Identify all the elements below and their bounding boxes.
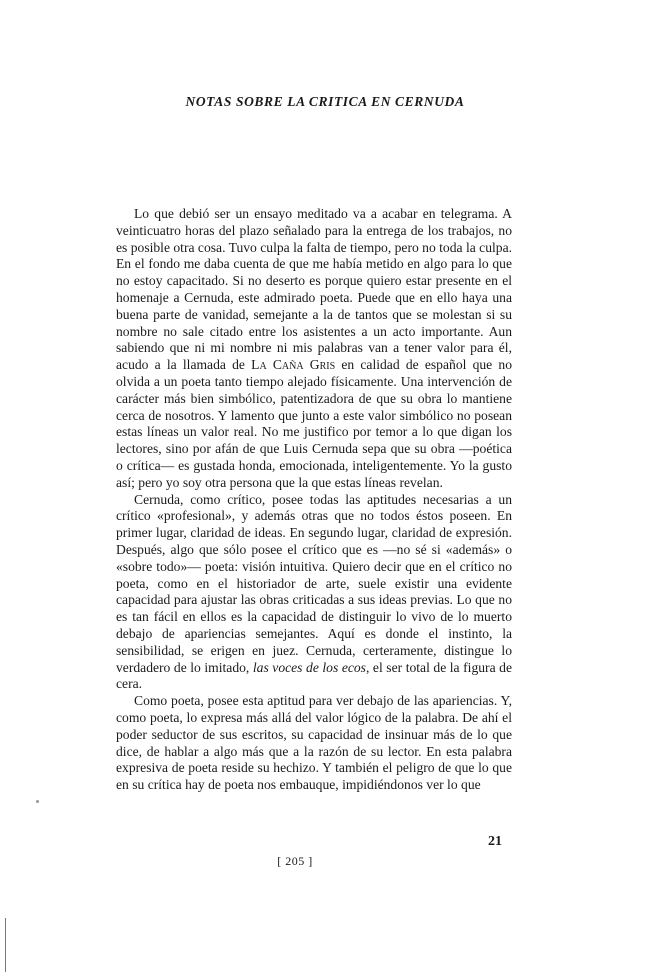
paragraph-3-text: Como poeta, posee esta aptitud para ver debajo de las apariencias. Y, como poeta, lo expresa más allá del valor lógico de la palabra. De ahí el poder seductor de sus escritos, su capacidad de insinuar más de lo que dice, de hablar a algo más que a la razón de su lector. En esta palabra expresiva de poeta reside su hechizo. Y también el peligro de que lo que en su crítica hay de poeta nos embauque, impidiéndonos ver lo que xyxy=(116,693,512,793)
paragraph-2-text-a: Cernuda, como crítico, posee todas las aptitudes necesarias a un crítico «profesional», y además otras que no todos éstos poseen. En primer lugar, claridad de ideas. En segundo lugar, claridad de expresión. Después, algo que sólo posee el crítico que es —no sé si «además» o «sobre todo»— poeta: visión intuitiva. Quiero decir que en el crítico no poeta, como en el historiador de arte, suele existir una evidente capacidad para ajustar las obras criticadas a sus ideas previas. Lo que no es tan fácil en ellos es la capacidad de distinguir lo vivo de lo muerto debajo de apariencias semejantes. Aquí es donde el instinto, la sensibilidad, se erigen en juez. Cernuda, certeramente, distingue lo verdadero de lo imitado, xyxy=(116,491,512,675)
paragraph-2-text-b: , el ser total de la figura de cera. xyxy=(116,659,512,692)
paragraph-3 xyxy=(116,693,512,794)
paragraph-1-text-a: Lo que debió ser un ensayo meditado va a acabar en telegrama. A veinticuatro horas del plazo señalado para la entrega de los trabajos, no es posible otra cosa. Tuvo culpa la falta de tiempo, pero no toda la culpa. En el fondo me daba cuenta de que me había metido en algo para lo que no estoy capacitado. Si no deserto es porque quiero estar presente en el homenaje a Cernuda, este admirado poeta. Puede que en ello haya una buena parte de vanidad, semejante a la de tantos que se molestan si su nombre no sale citado entre los asistentes a un acto importante. Aun sabiendo que ni mi nombre ni mis palabras van a tener valor para él, acudo a la llamada de xyxy=(116,206,513,373)
scan-speck xyxy=(36,800,39,803)
paragraph-1-text-b: en calidad de español que no olvida a un poeta tanto tiempo alejado físicamente. Una intervención de carácter más bien simbólico, patentizadora de que su obra lo mantiene cerca de nosotros. Y lamento que junto a este valor simbólico no posean estas líneas un valor real. No me justifico por temor a lo que digan los lectores, sino por afán de que Luis Cernuda sepa que su obra —poética o crítica— es gustada honda, emocionada, inteligentemente. Yo la gusto así; pero yo soy otra persona que la que estas líneas revelan. xyxy=(116,357,512,490)
italic-quote: las voces de los ecos xyxy=(252,659,366,675)
journal-title-small-caps: La Caña Gris xyxy=(251,357,336,373)
scan-edge-line xyxy=(5,918,6,972)
page-number: 21 xyxy=(488,834,502,849)
paragraph-1 xyxy=(116,206,512,492)
essay-body xyxy=(116,206,512,794)
paragraph-2 xyxy=(116,492,512,694)
running-head: NOTAS SOBRE LA CRITICA EN CERNUDA xyxy=(185,94,465,109)
folio-number: [ 205 ] xyxy=(277,854,313,868)
